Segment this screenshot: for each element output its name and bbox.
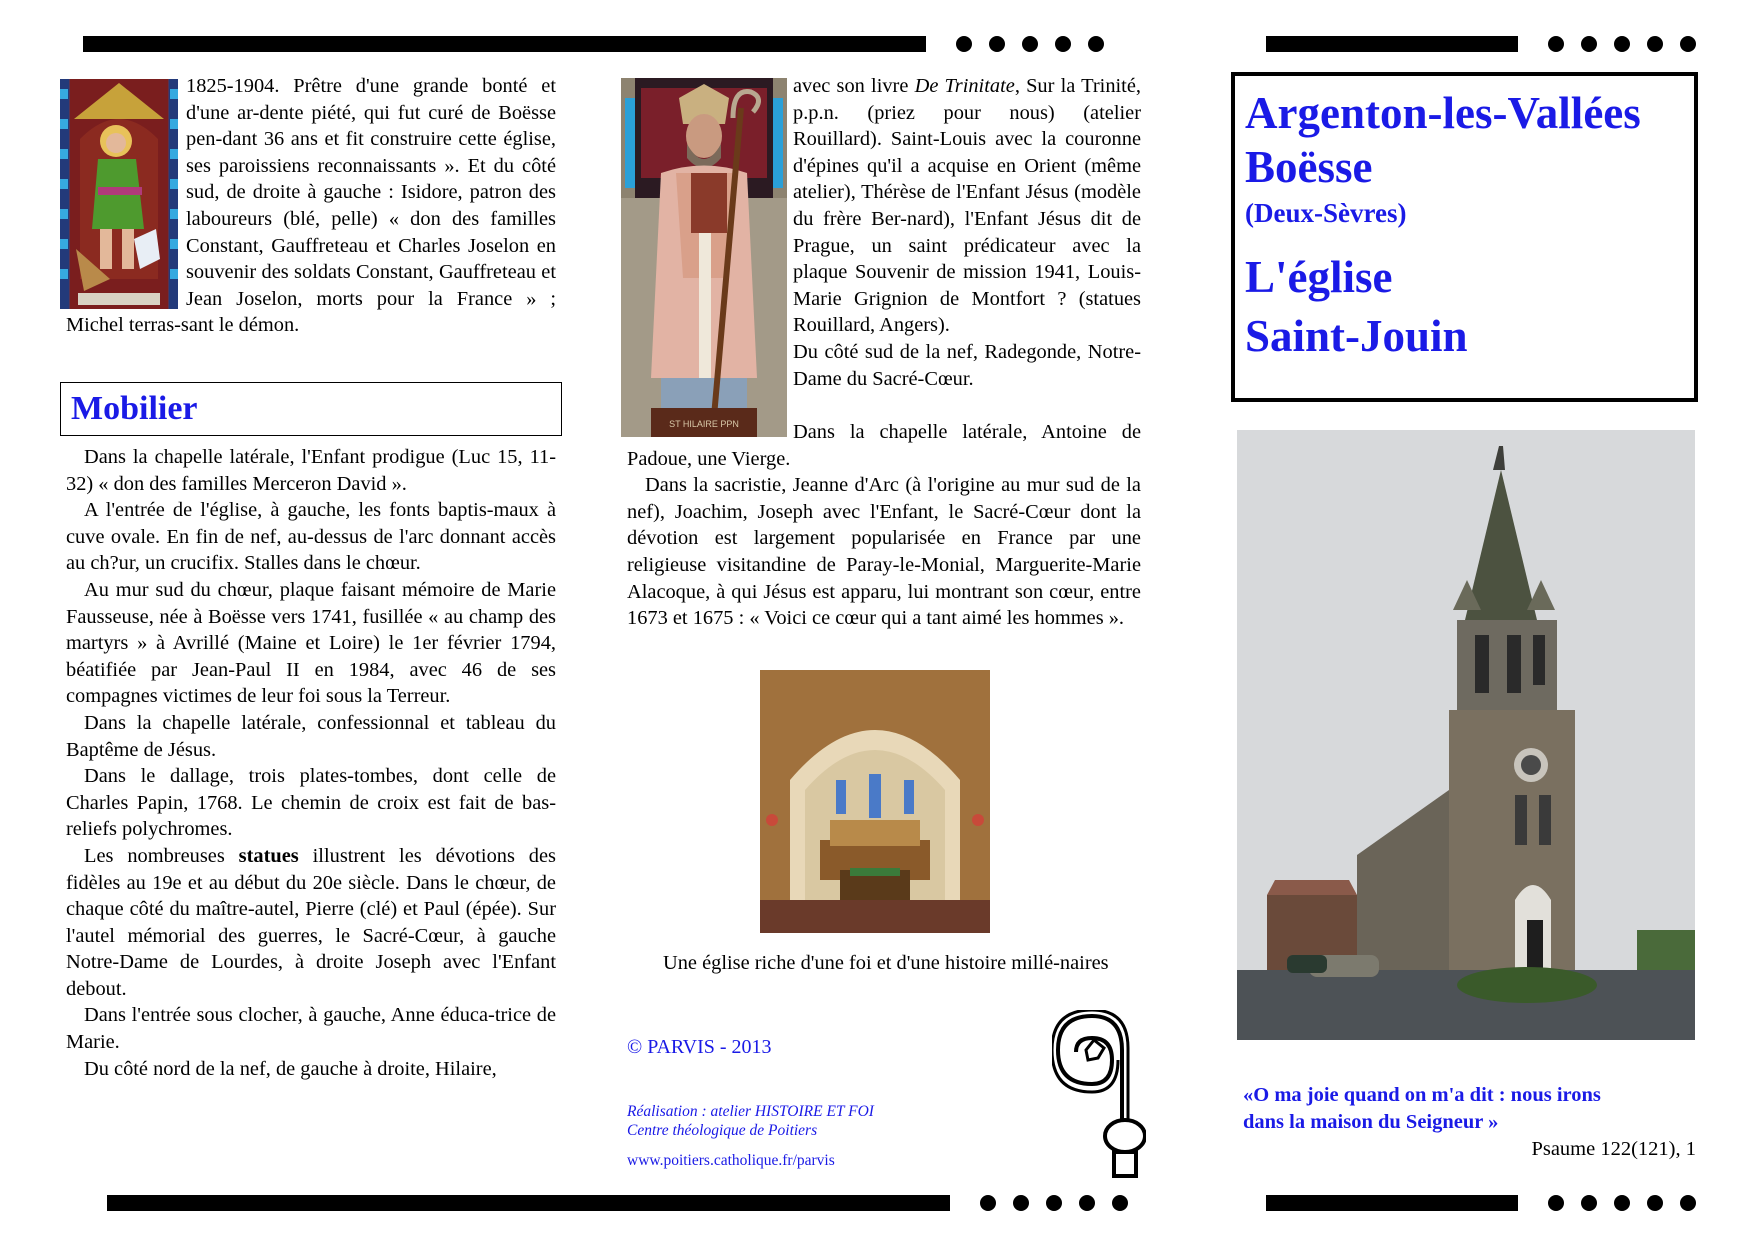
title-line-1: L'église <box>1245 252 1393 302</box>
psalm-quote-line-2: dans la maison du Seigneur » <box>1243 1111 1499 1133</box>
dot <box>1647 36 1663 52</box>
dot <box>1647 1195 1663 1211</box>
dot <box>1680 36 1696 52</box>
dot <box>1614 36 1630 52</box>
top-right-rule <box>1266 36 1518 52</box>
dot <box>1680 1195 1696 1211</box>
department-name: (Deux-Sèvres) <box>1245 198 1407 228</box>
paragraph-trinitate <box>793 73 1141 339</box>
top-right-dots <box>1548 36 1696 52</box>
paragraph: Du côté sud de la nef, Radegonde, Notre-Dame du Sacré-Cœur. <box>793 340 1141 390</box>
realisation-line-1: Réalisation : atelier HISTOIRE ET FOI <box>627 1103 874 1120</box>
dot <box>1013 1195 1029 1211</box>
psalm-quote-line-1: «O ma joie quand on m'a dit : nous irons <box>1243 1084 1601 1106</box>
dot <box>989 36 1005 52</box>
caption-text: Une église riche d'une foi et d'une histoire millé-naires <box>663 952 1109 974</box>
top-left-rule <box>83 36 926 52</box>
crozier-icon <box>1052 1010 1146 1178</box>
paragraph: Dans la chapelle latérale, confessionnal et tableau du Baptême de Jésus. <box>66 711 556 761</box>
paragraph: Au mur sud du chœur, plaque faisant mémoire de Marie Fausseuse, née à Boësse vers 1741, fusillée « au champ des martyrs » à Avrillé (Maine et Loire) le 1er février 1794, béatifiée par Jean-Paul II en 1984, avec 46 de ses compagnes victimes de leur foi sous la Terreur. <box>66 578 556 708</box>
dot <box>980 1195 996 1211</box>
paragraph: Du côté nord de la nef, de gauche à droite, Hilaire, <box>84 1057 497 1080</box>
section-header-mobilier <box>60 382 562 436</box>
dot <box>1055 36 1071 52</box>
dot <box>1112 1195 1128 1211</box>
church-exterior-image <box>1237 430 1695 1040</box>
stained-glass-image <box>60 79 178 309</box>
column-1-intro <box>66 73 556 339</box>
intro-dates: 1825-1904. <box>186 75 280 97</box>
church-interior-image <box>760 670 990 933</box>
dot <box>956 36 972 52</box>
top-left-dots <box>956 36 1104 52</box>
statue-plaque-text: ST HILAIRE PPN <box>669 419 739 429</box>
dot <box>1046 1195 1062 1211</box>
paragraph <box>627 419 1141 472</box>
paragraph: Dans la sacristie, Jeanne d'Arc (à l'origine au mur sud de la nef), Joachim, Joseph avec l'Enfant, le Sacré-Cœur dont la dévotion est largement popularisée en France par une religieuse visitandine de Paray-le-Monial, Marguerite-Marie Alacoque, à qui Jésus est apparu, lui montrant son cœur, entre 1673 et 1675 : « Voici ce cœur qui a tant aimé les hommes ». <box>627 474 1141 630</box>
dot <box>1548 36 1564 52</box>
text: Les nombreuses <box>84 844 239 867</box>
book-title: De Trinitate <box>914 75 1015 97</box>
bold-term: statues <box>238 844 299 867</box>
town-name: Argenton-les-Vallées <box>1245 88 1641 138</box>
village-name: Boësse <box>1245 142 1373 192</box>
statue-saint-hilaire <box>621 78 787 437</box>
bottom-right-rule <box>1266 1195 1518 1211</box>
intro-text: Prêtre d'une grande bonté et d'une ar-dente piété, qui fut curé de Boësse pen-dant 36 ans et fit construire cette église, ses paroissiens reconnaissants ». Et du côté sud, de droite à gauche : Isidore, patron des laboureurs (blé, pelle) « don des familles Constant, Gauffreteau et Charles Joselon en souvenir des soldats Constant, Gauffreteau et Jean Joselon, morts pour la France » ; Michel terras-sant le démon. <box>66 75 556 337</box>
text: illustrent les dévotions des fidèles au 19e et au début du 20e siècle. Dans le chœur, de chaque côté du maître-autel, Pierre (clé) et Paul (épée). Sur l'autel mémorial des guerres, le Sacré-Cœur, à gauche Notre-Dame de Lourdes, à droite Joseph avec l'Enfant debout. <box>66 844 556 1000</box>
text: Dans la chapelle latérale, Antoine de Padoue, une Vierge. <box>627 421 1141 470</box>
paragraph: Dans la chapelle latérale, l'Enfant prodigue (Luc 15, 11-32) « don des familles Merceron David ». <box>66 446 556 495</box>
dot <box>1079 1195 1095 1211</box>
bottom-right-dots <box>1548 1195 1696 1211</box>
title-box <box>1231 72 1698 402</box>
church-interior-photo <box>760 670 990 933</box>
image-caption <box>627 950 1141 977</box>
section-title-mobilier: Mobilier <box>71 390 198 427</box>
website-link[interactable]: www.poitiers.catholique.fr/parvis <box>627 1152 835 1169</box>
paragraph: A l'entrée de l'église, à gauche, les fonts baptis-maux à cuve ovale. En fin de nef, au-dessus de l'arc donnant accès au ch?ur, un crucifix. Stalles dans le chœur. <box>66 499 556 575</box>
title-line-2: Saint-Jouin <box>1245 311 1468 361</box>
paragraph: Dans l'entrée sous clocher, à gauche, Anne éduca-trice de Marie. <box>66 1004 556 1054</box>
statue-image <box>621 78 787 437</box>
dot <box>1022 36 1038 52</box>
dot <box>1581 36 1597 52</box>
paragraph-statues <box>66 843 556 1003</box>
crozier-logo <box>1052 1010 1146 1178</box>
stained-glass-saint-isidore <box>60 79 178 309</box>
intro-paragraph <box>66 73 556 339</box>
text: , Sur la Trinité, p.p.n. (priez pour nous) (atelier Rouillard). Saint-Louis avec la couronne d'épines qu'il a acquise en Orient (même atelier), Thérèse de l'Enfant Jésus (modèle du frère Ber-nard), l'Enfant Jésus dit de Prague, un saint prédicateur avec la plaque Souvenir de mission 1941, Louis-Marie Grignion de Montfort ? (statues Rouillard, Angers). <box>793 75 1141 337</box>
psalm-reference: Psaume 122(121), 1 <box>1531 1138 1696 1160</box>
bottom-left-rule <box>107 1195 950 1211</box>
column-1-body <box>66 444 556 1082</box>
realisation-line-2: Centre théologique de Poitiers <box>627 1122 818 1139</box>
paragraph: Dans le dallage, trois plates-tombes, dont celle de Charles Papin, 1768. Le chemin de croix est fait de bas-reliefs polychromes. <box>66 765 556 841</box>
column-2-body-wide <box>627 419 1141 632</box>
text: avec son livre <box>793 75 915 97</box>
dot <box>1614 1195 1630 1211</box>
bottom-left-dots <box>980 1195 1128 1211</box>
dot <box>1088 36 1104 52</box>
copyright: © PARVIS - 2013 <box>627 1036 772 1058</box>
column-2-body <box>793 73 1141 392</box>
church-exterior-photo <box>1237 430 1695 1040</box>
dot <box>1581 1195 1597 1211</box>
dot <box>1548 1195 1564 1211</box>
